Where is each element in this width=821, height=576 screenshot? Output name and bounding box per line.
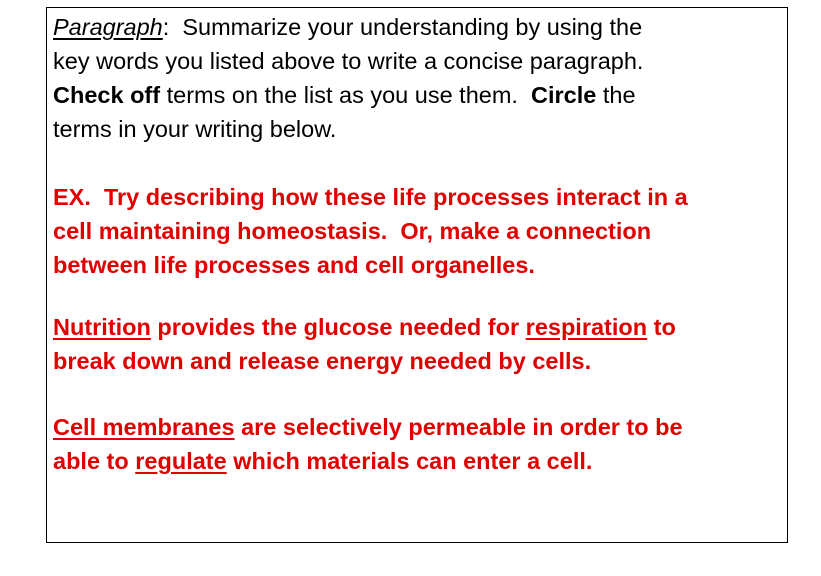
- answer2-text1: are selectively permeable in order to be: [234, 414, 683, 440]
- example-line3: between life processes and cell organelles.: [53, 252, 535, 278]
- answer-paragraph-2: [53, 410, 783, 478]
- example-line2: cell maintaining homeostasis. Or, make a connection: [53, 218, 652, 244]
- answer-paragraph-1: [53, 310, 783, 378]
- answer2-text2: able to: [53, 448, 136, 474]
- paragraph-label: Paragraph: [53, 14, 163, 40]
- check-off-label: Check off: [53, 82, 161, 108]
- term-regulate: regulate: [135, 448, 227, 474]
- answer1-line2: break down and release energy needed by cells.: [53, 348, 592, 374]
- answer1-text1: provides the glucose needed for: [150, 314, 526, 340]
- instructions-line1: : Summarize your understanding by using the: [162, 14, 643, 40]
- answer1-text2: to: [647, 314, 676, 340]
- answer2-text3: which materials can enter a cell.: [226, 448, 593, 474]
- term-respiration: respiration: [525, 314, 648, 340]
- instructions-paragraph: [53, 10, 783, 146]
- example-prompt: [53, 180, 783, 282]
- term-cell-membranes: Cell membranes: [53, 414, 235, 440]
- instructions-line3-end: the: [596, 82, 636, 108]
- instructions-line4: terms in your writing below.: [53, 116, 337, 142]
- example-line1: EX. Try describing how these life processes interact in a: [53, 184, 688, 210]
- instructions-line3-mid: terms on the list as you use them.: [160, 82, 532, 108]
- instructions-line2: key words you listed above to write a concise paragraph.: [53, 48, 644, 74]
- circle-label: Circle: [531, 82, 597, 108]
- term-nutrition: Nutrition: [53, 314, 151, 340]
